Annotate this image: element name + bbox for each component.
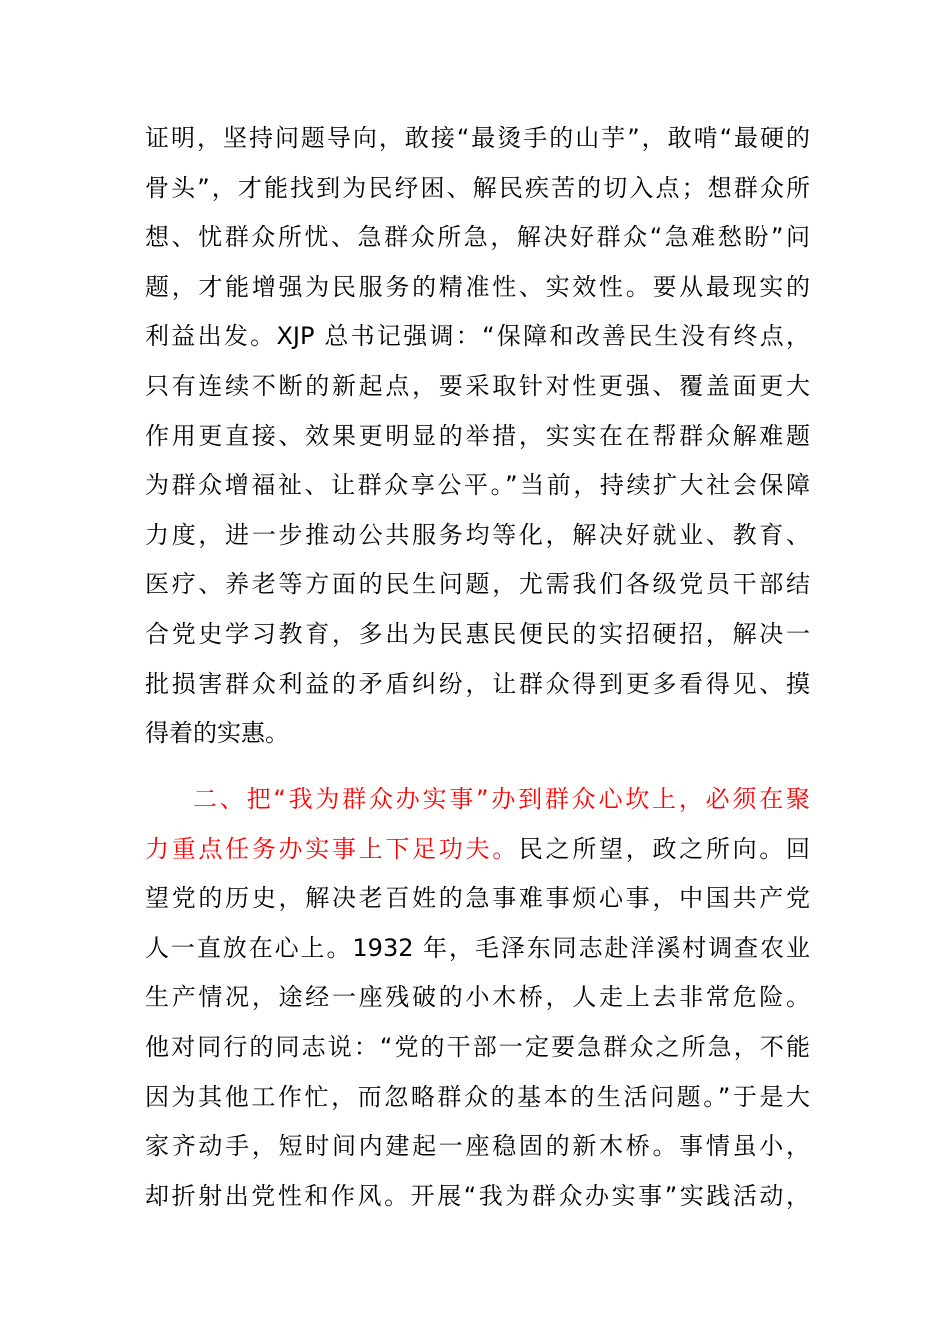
paragraph-line: 想、忧群众所忧、急群众所急，解决好群众“急难愁盼”问 <box>145 223 810 252</box>
paragraph-line: 却折射出党性和作风。开展“我为群众办实事”实践活动， <box>145 1181 810 1210</box>
paragraph-line-mixed <box>145 825 810 875</box>
paragraph-line: 批损害群众利益的矛盾纠纷，让群众得到更多看得见、摸 <box>145 669 810 698</box>
paragraph-line: 只有连续不断的新起点，要采取针对性更强、覆盖面更大 <box>145 371 810 400</box>
paragraph-text: 民之所望，政之所向。回 <box>518 834 811 863</box>
paragraph-line: 题，才能增强为民服务的精准性、实效性。要从最现实的 <box>145 272 810 301</box>
paragraph-line: 利益出发。XJP 总书记强调：“保障和改善民生没有终点， <box>145 322 810 351</box>
paragraph-line: 家齐动手，短时间内建起一座稳固的新木桥。事情虽小， <box>145 1132 810 1161</box>
paragraph-line: 为群众增福祉、让群众享公平。”当前，持续扩大社会保障 <box>145 471 810 500</box>
paragraph-line: 他对同行的同志说：“党的干部一定要急群众之所急，不能 <box>145 1032 810 1061</box>
paragraph-line: 作用更直接、效果更明显的举措，实实在在帮群众解难题 <box>145 421 810 450</box>
paragraph-2 <box>145 775 810 1221</box>
section-heading-line: 二、把“我为群众办实事”办到群众心坎上，必须在聚 <box>193 785 810 813</box>
paragraph-line: 骨头”，才能找到为民纾困、解民疾苦的切入点；想群众所 <box>145 173 810 202</box>
paragraph-line: 证明，坚持问题导向，敢接“最烫手的山芋”，敢啃“最硬的 <box>145 124 810 152</box>
paragraph-line: 医疗、养老等方面的民生问题，尤需我们各级党员干部结 <box>145 570 810 599</box>
paragraph-line: 人一直放在心上。1932 年，毛泽东同志赴洋溪村调查农业 <box>145 933 810 962</box>
paragraph-line: 望党的历史，解决老百姓的急事难事烦心事，中国共产党 <box>145 884 810 913</box>
section-heading-end: 力重点任务办实事上下足功夫。 <box>145 834 519 863</box>
paragraph-line: 得着的实惠。 <box>145 719 289 748</box>
paragraph-line: 因为其他工作忙，而忽略群众的基本的生活问题。”于是大 <box>145 1082 810 1111</box>
paragraph-line: 合党史学习教育，多出为民惠民便民的实招硬招，解决一 <box>145 619 810 648</box>
paragraph-1 <box>145 114 810 759</box>
paragraph-line: 生产情况，途经一座残破的小木桥，人走上去非常危险。 <box>145 983 810 1012</box>
paragraph-line: 力度，进一步推动公共服务均等化，解决好就业、教育、 <box>145 520 810 549</box>
